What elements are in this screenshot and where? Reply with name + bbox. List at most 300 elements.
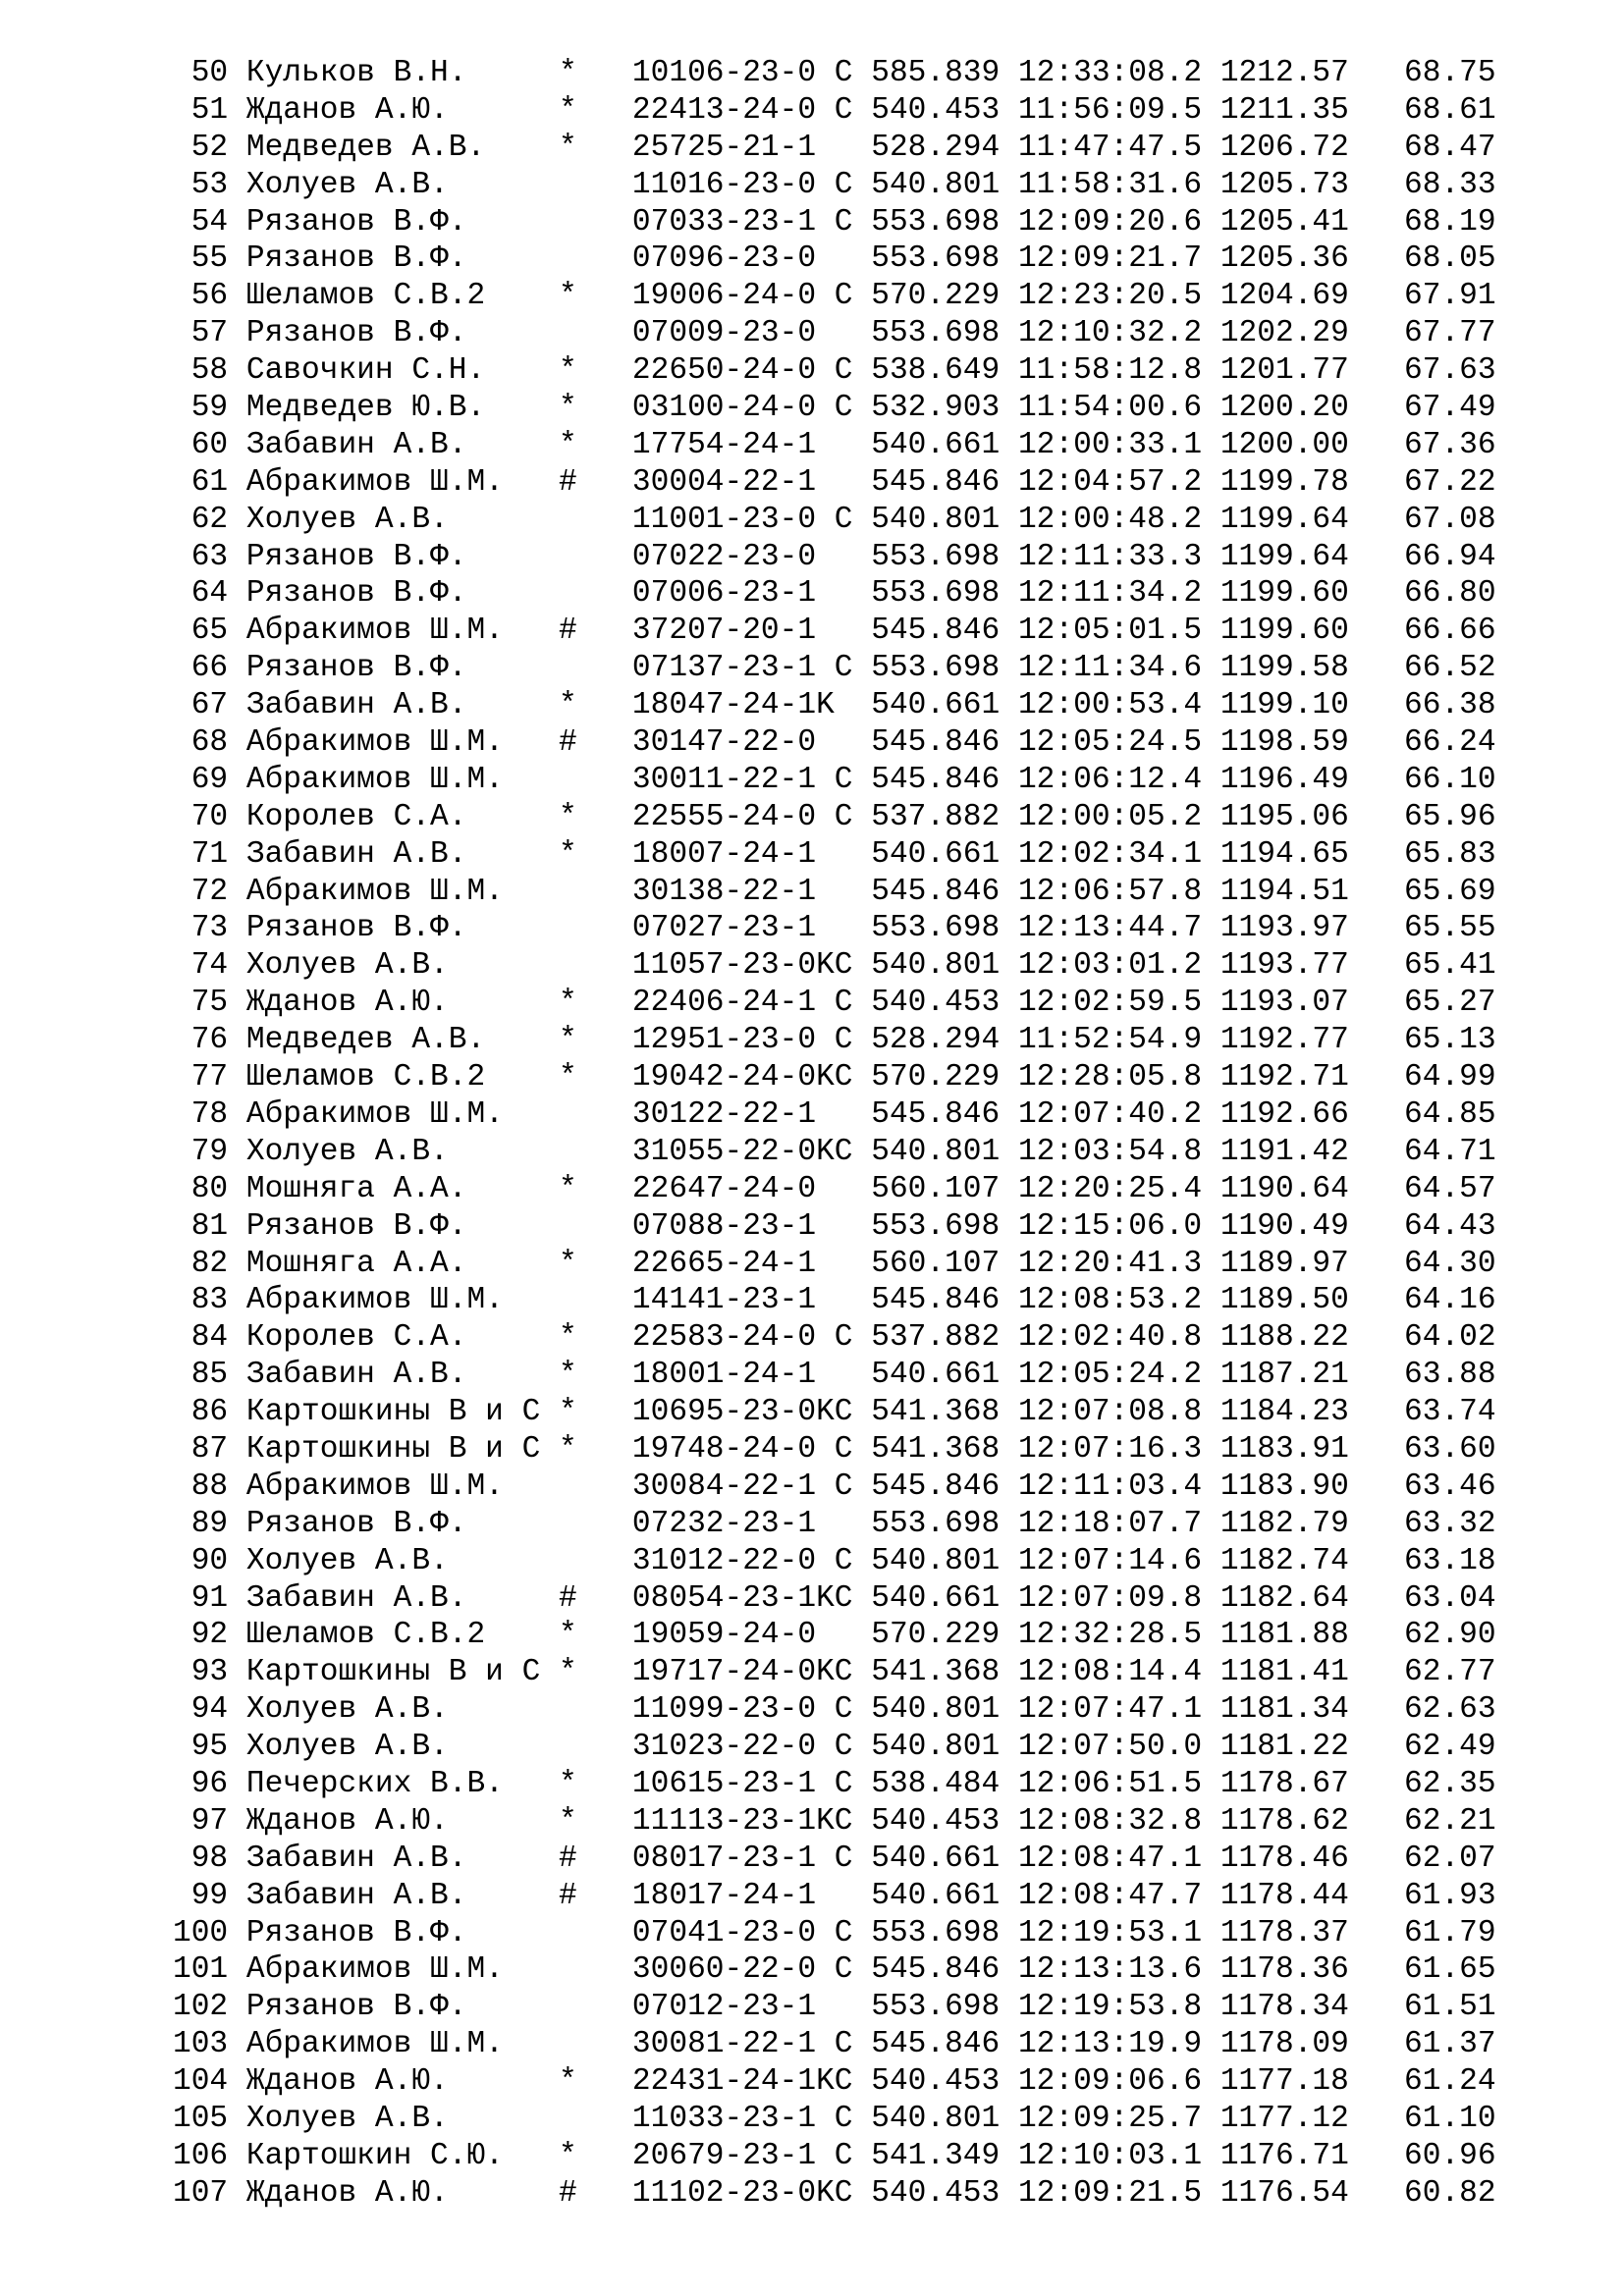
mark-cell: *: [559, 1766, 577, 1801]
ring-number-cell: 12951-23-0: [631, 1023, 817, 1058]
distance-cell: 553.698: [871, 1208, 1001, 1244]
table-row: [173, 1282, 1496, 1319]
owner-name-cell: Рязанов В.Ф.: [245, 204, 541, 240]
points-cell: 64.71: [1367, 1134, 1496, 1169]
owner-name-cell: Жданов А.Ю.: [245, 92, 541, 128]
place-cell: 64: [173, 576, 229, 612]
ring-number-cell: 22431-24-1: [631, 2064, 817, 2100]
table-row: [173, 204, 1496, 241]
table-row: [173, 1246, 1496, 1283]
points-cell: 66.52: [1367, 651, 1496, 686]
ring-number-cell: 30060-22-0: [631, 1952, 817, 1988]
points-cell: 64.57: [1367, 1171, 1496, 1206]
place-cell: 102: [173, 1990, 229, 2025]
table-row: [173, 2175, 1496, 2213]
flags-cell: [816, 576, 852, 611]
ring-number-cell: 11033-23-1: [631, 2101, 817, 2136]
speed-cell: 1199.64: [1219, 539, 1349, 574]
owner-name-cell: Шеламов С.В.2: [245, 279, 541, 314]
owner-name-cell: Рязанов В.Ф.: [245, 1506, 541, 1541]
distance-cell: 585.839: [871, 56, 1001, 90]
points-cell: 64.02: [1367, 1320, 1496, 1356]
table-row: [173, 2138, 1496, 2175]
ring-number-cell: 30004-22-1: [631, 464, 817, 500]
speed-cell: 1184.23: [1219, 1395, 1349, 1430]
distance-cell: 540.801: [871, 2101, 1001, 2136]
flags-cell: KC: [816, 1395, 853, 1430]
mark-cell: *: [559, 1358, 577, 1393]
table-row: [173, 1319, 1496, 1357]
ring-number-cell: 30084-22-1: [631, 1468, 817, 1504]
flags-cell: [816, 1618, 852, 1652]
speed-cell: 1177.18: [1219, 2064, 1349, 2100]
table-row: [173, 650, 1496, 687]
flags-cell: [816, 241, 852, 276]
distance-cell: 540.801: [871, 1692, 1001, 1728]
ring-number-cell: 07041-23-0: [631, 1915, 817, 1950]
owner-name-cell: Шеламов С.В.2: [245, 1060, 541, 1095]
place-cell: 107: [173, 2175, 229, 2211]
distance-cell: 528.294: [871, 1023, 1001, 1058]
distance-cell: 545.846: [871, 2027, 1001, 2062]
mark-cell: *: [559, 1023, 577, 1058]
speed-cell: 1183.91: [1219, 1431, 1349, 1467]
flags-cell: KC: [816, 2175, 853, 2211]
points-cell: 62.63: [1367, 1692, 1496, 1728]
owner-name-cell: Рязанов В.Ф.: [245, 241, 541, 277]
ring-number-cell: 11113-23-1: [631, 1803, 817, 1839]
points-cell: 65.41: [1367, 948, 1496, 984]
points-cell: 68.33: [1367, 167, 1496, 202]
arrival-time-cell: 12:19:53.1: [1017, 1915, 1203, 1950]
points-cell: 62.49: [1367, 1730, 1496, 1765]
arrival-time-cell: 12:08:53.2: [1017, 1283, 1203, 1318]
mark-cell: [559, 576, 577, 611]
arrival-time-cell: 12:07:47.1: [1017, 1692, 1203, 1728]
place-cell: 100: [173, 1915, 229, 1950]
flags-cell: C: [816, 1320, 853, 1356]
distance-cell: 540.453: [871, 92, 1001, 128]
ring-number-cell: 07022-23-0: [631, 539, 817, 574]
distance-cell: 540.661: [871, 1358, 1001, 1393]
table-row: [173, 575, 1496, 613]
owner-name-cell: Холуев А.В.: [245, 1134, 541, 1169]
distance-cell: 540.661: [871, 1580, 1001, 1616]
flags-cell: [816, 1172, 852, 1206]
distance-cell: 540.453: [871, 2175, 1001, 2211]
owner-name-cell: Холуев А.В.: [245, 502, 541, 537]
table-row: [173, 1059, 1496, 1096]
table-row: [173, 2026, 1496, 2063]
place-cell: 81: [173, 1208, 229, 1244]
distance-cell: 540.661: [871, 1841, 1001, 1876]
mark-cell: [559, 1135, 577, 1169]
distance-cell: 540.801: [871, 948, 1001, 984]
arrival-time-cell: 12:07:40.2: [1017, 1096, 1203, 1132]
table-row: [173, 910, 1496, 947]
points-cell: 63.60: [1367, 1431, 1496, 1467]
mark-cell: [559, 168, 577, 202]
flags-cell: C: [816, 204, 853, 240]
distance-cell: 560.107: [871, 1171, 1001, 1206]
points-cell: 64.43: [1367, 1208, 1496, 1244]
flags-cell: KC: [816, 1580, 853, 1616]
distance-cell: 528.294: [871, 130, 1001, 165]
distance-cell: 553.698: [871, 576, 1001, 612]
place-cell: 63: [173, 539, 229, 574]
arrival-time-cell: 12:04:57.2: [1017, 464, 1203, 500]
table-row: [173, 278, 1496, 315]
owner-name-cell: Мошняга А.А.: [245, 1246, 541, 1281]
flags-cell: [816, 837, 852, 872]
place-cell: 89: [173, 1506, 229, 1541]
arrival-time-cell: 12:20:41.3: [1017, 1246, 1203, 1281]
mark-cell: [559, 540, 577, 574]
flags-cell: C: [816, 1692, 853, 1728]
flags-cell: C: [816, 799, 853, 834]
mark-cell: [559, 948, 577, 983]
place-cell: 65: [173, 614, 229, 649]
owner-name-cell: Мошняга А.А.: [245, 1171, 541, 1206]
mark-cell: *: [559, 986, 577, 1021]
table-row: [173, 762, 1496, 799]
mark-cell: [559, 651, 577, 685]
speed-cell: 1181.41: [1219, 1655, 1349, 1690]
owner-name-cell: Холуев А.В.: [245, 1730, 541, 1765]
distance-cell: 545.846: [871, 1096, 1001, 1132]
owner-name-cell: Королев С.А.: [245, 1320, 541, 1356]
owner-name-cell: Холуев А.В.: [245, 1543, 541, 1578]
table-row: [173, 315, 1496, 352]
speed-cell: 1198.59: [1219, 725, 1349, 761]
arrival-time-cell: 12:07:16.3: [1017, 1431, 1203, 1467]
table-row: [173, 1096, 1496, 1134]
table-row: [173, 240, 1496, 278]
table-row: [173, 1766, 1496, 1803]
flags-cell: [816, 1507, 852, 1541]
distance-cell: 540.801: [871, 1543, 1001, 1578]
points-cell: 61.93: [1367, 1878, 1496, 1913]
speed-cell: 1205.36: [1219, 241, 1349, 277]
ring-number-cell: 07006-23-1: [631, 576, 817, 612]
arrival-time-cell: 12:02:40.8: [1017, 1320, 1203, 1356]
speed-cell: 1191.42: [1219, 1134, 1349, 1169]
place-cell: 52: [173, 130, 229, 165]
distance-cell: 540.453: [871, 2064, 1001, 2100]
owner-name-cell: Рязанов В.Ф.: [245, 911, 541, 946]
arrival-time-cell: 12:00:53.4: [1017, 688, 1203, 723]
distance-cell: 570.229: [871, 1618, 1001, 1653]
table-row: [173, 613, 1496, 650]
points-cell: 66.38: [1367, 688, 1496, 723]
ring-number-cell: 25725-21-1: [631, 130, 817, 165]
owner-name-cell: Рязанов В.Ф.: [245, 1915, 541, 1950]
place-cell: 72: [173, 874, 229, 909]
arrival-time-cell: 12:23:20.5: [1017, 279, 1203, 314]
table-row: [173, 502, 1496, 539]
flags-cell: [816, 1097, 852, 1132]
arrival-time-cell: 12:33:08.2: [1017, 56, 1203, 90]
points-cell: 68.61: [1367, 92, 1496, 128]
points-cell: 61.79: [1367, 1915, 1496, 1950]
speed-cell: 1182.64: [1219, 1580, 1349, 1616]
mark-cell: *: [559, 836, 577, 872]
arrival-time-cell: 12:13:13.6: [1017, 1952, 1203, 1988]
speed-cell: 1178.44: [1219, 1878, 1349, 1913]
flags-cell: [816, 725, 852, 760]
flags-cell: [816, 1209, 852, 1244]
distance-cell: 541.368: [871, 1431, 1001, 1467]
mark-cell: *: [559, 688, 577, 723]
arrival-time-cell: 12:09:25.7: [1017, 2101, 1203, 2136]
owner-name-cell: Картошкин С.Ю.: [245, 2138, 541, 2173]
place-cell: 83: [173, 1283, 229, 1318]
table-row: [173, 1134, 1496, 1171]
ring-number-cell: 07033-23-1: [631, 204, 817, 240]
arrival-time-cell: 12:05:24.5: [1017, 725, 1203, 761]
ring-number-cell: 03100-24-0: [631, 391, 817, 426]
mark-cell: #: [559, 1580, 577, 1616]
distance-cell: 540.661: [871, 836, 1001, 872]
points-cell: 62.77: [1367, 1655, 1496, 1690]
mark-cell: *: [559, 1320, 577, 1356]
ring-number-cell: 18001-24-1: [631, 1358, 817, 1393]
table-row: [173, 1431, 1496, 1468]
table-row: [173, 1803, 1496, 1841]
speed-cell: 1176.71: [1219, 2138, 1349, 2173]
distance-cell: 545.846: [871, 464, 1001, 500]
table-row: [173, 1357, 1496, 1394]
speed-cell: 1183.90: [1219, 1468, 1349, 1504]
table-row: [173, 130, 1496, 167]
speed-cell: 1199.60: [1219, 576, 1349, 612]
mark-cell: #: [559, 2175, 577, 2211]
table-row: [173, 1878, 1496, 1915]
distance-cell: 553.698: [871, 539, 1001, 574]
ring-number-cell: 10106-23-0: [631, 56, 817, 90]
ring-number-cell: 17754-24-1: [631, 427, 817, 462]
points-cell: 67.77: [1367, 316, 1496, 351]
owner-name-cell: Картошкины В и С: [245, 1655, 541, 1690]
flags-cell: C: [816, 56, 853, 90]
distance-cell: 545.846: [871, 762, 1001, 797]
arrival-time-cell: 11:58:12.8: [1017, 353, 1203, 389]
ring-number-cell: 22665-24-1: [631, 1246, 817, 1281]
arrival-time-cell: 12:08:47.7: [1017, 1878, 1203, 1913]
mark-cell: #: [559, 1878, 577, 1913]
ring-number-cell: 07096-23-0: [631, 241, 817, 277]
table-row: [173, 1171, 1496, 1208]
points-cell: 63.32: [1367, 1506, 1496, 1541]
points-cell: 63.18: [1367, 1543, 1496, 1578]
table-row: [173, 1022, 1496, 1059]
speed-cell: 1178.36: [1219, 1952, 1349, 1988]
place-cell: 96: [173, 1766, 229, 1801]
flags-cell: C: [816, 1431, 853, 1467]
mark-cell: [559, 2027, 577, 2061]
ring-number-cell: 10615-23-1: [631, 1766, 817, 1801]
distance-cell: 540.801: [871, 502, 1001, 537]
distance-cell: 545.846: [871, 874, 1001, 909]
speed-cell: 1181.34: [1219, 1692, 1349, 1728]
place-cell: 57: [173, 316, 229, 351]
place-cell: 99: [173, 1878, 229, 1913]
points-cell: 60.96: [1367, 2138, 1496, 2173]
distance-cell: 553.698: [871, 316, 1001, 351]
arrival-time-cell: 12:28:05.8: [1017, 1060, 1203, 1095]
arrival-time-cell: 12:20:25.4: [1017, 1171, 1203, 1206]
ring-number-cell: 19059-24-0: [631, 1618, 817, 1653]
mark-cell: *: [559, 1060, 577, 1095]
arrival-time-cell: 12:02:59.5: [1017, 986, 1203, 1021]
speed-cell: 1199.78: [1219, 464, 1349, 500]
points-cell: 63.04: [1367, 1580, 1496, 1616]
speed-cell: 1199.60: [1219, 614, 1349, 649]
table-row: [173, 1654, 1496, 1691]
mark-cell: [559, 205, 577, 240]
speed-cell: 1178.09: [1219, 2027, 1349, 2062]
place-cell: 80: [173, 1171, 229, 1206]
ring-number-cell: 22413-24-0: [631, 92, 817, 128]
mark-cell: [559, 1283, 577, 1317]
table-row: [173, 985, 1496, 1022]
place-cell: 53: [173, 167, 229, 202]
owner-name-cell: Медведев Ю.В.: [245, 391, 541, 426]
mark-cell: [559, 2102, 577, 2136]
flags-cell: [816, 465, 852, 500]
flags-cell: [816, 428, 852, 462]
ring-number-cell: 07027-23-1: [631, 911, 817, 946]
place-cell: 54: [173, 204, 229, 240]
ring-number-cell: 07012-23-1: [631, 1990, 817, 2025]
owner-name-cell: Абракимов Ш.М.: [245, 1952, 541, 1988]
speed-cell: 1193.97: [1219, 911, 1349, 946]
points-cell: 61.37: [1367, 2027, 1496, 2062]
points-cell: 64.99: [1367, 1060, 1496, 1095]
arrival-time-cell: 12:11:34.6: [1017, 651, 1203, 686]
distance-cell: 540.661: [871, 1878, 1001, 1913]
ring-number-cell: 22583-24-0: [631, 1320, 817, 1356]
speed-cell: 1200.00: [1219, 427, 1349, 462]
place-cell: 74: [173, 948, 229, 984]
mark-cell: [559, 1730, 577, 1764]
arrival-time-cell: 12:06:51.5: [1017, 1766, 1203, 1801]
flags-cell: K: [816, 688, 853, 723]
flags-cell: C: [816, 651, 853, 686]
owner-name-cell: Абракимов Ш.М.: [245, 1468, 541, 1504]
points-cell: 63.74: [1367, 1395, 1496, 1430]
owner-name-cell: Медведев А.В.: [245, 130, 541, 165]
table-row: [173, 1506, 1496, 1543]
ring-number-cell: 37207-20-1: [631, 614, 817, 649]
distance-cell: 553.698: [871, 1506, 1001, 1541]
distance-cell: 553.698: [871, 651, 1001, 686]
speed-cell: 1204.69: [1219, 279, 1349, 314]
speed-cell: 1182.79: [1219, 1506, 1349, 1541]
arrival-time-cell: 12:03:54.8: [1017, 1134, 1203, 1169]
place-cell: 93: [173, 1655, 229, 1690]
arrival-time-cell: 12:08:14.4: [1017, 1655, 1203, 1690]
mark-cell: #: [559, 725, 577, 761]
points-cell: 63.88: [1367, 1358, 1496, 1393]
owner-name-cell: Забавин А.В.: [245, 688, 541, 723]
place-cell: 101: [173, 1952, 229, 1988]
flags-cell: C: [816, 353, 853, 389]
arrival-time-cell: 12:08:32.8: [1017, 1803, 1203, 1839]
place-cell: 68: [173, 725, 229, 761]
distance-cell: 545.846: [871, 1283, 1001, 1318]
place-cell: 71: [173, 836, 229, 872]
arrival-time-cell: 12:18:07.7: [1017, 1506, 1203, 1541]
owner-name-cell: Жданов А.Ю.: [245, 986, 541, 1021]
ring-number-cell: 30147-22-0: [631, 725, 817, 761]
owner-name-cell: Рязанов В.Ф.: [245, 1208, 541, 1244]
flags-cell: [816, 1879, 852, 1913]
arrival-time-cell: 12:13:19.9: [1017, 2027, 1203, 2062]
place-cell: 87: [173, 1431, 229, 1467]
flags-cell: C: [816, 1915, 853, 1950]
points-cell: 62.90: [1367, 1618, 1496, 1653]
ring-number-cell: 07232-23-1: [631, 1506, 817, 1541]
table-row: [173, 1729, 1496, 1766]
arrival-time-cell: 12:19:53.8: [1017, 1990, 1203, 2025]
distance-cell: 545.846: [871, 725, 1001, 761]
mark-cell: *: [559, 1246, 577, 1281]
mark-cell: [559, 1209, 577, 1244]
place-cell: 62: [173, 502, 229, 537]
flags-cell: C: [816, 391, 853, 426]
mark-cell: [559, 1990, 577, 2024]
table-row: [173, 352, 1496, 390]
flags-cell: C: [816, 167, 853, 202]
points-cell: 64.30: [1367, 1246, 1496, 1281]
owner-name-cell: Королев С.А.: [245, 799, 541, 834]
speed-cell: 1178.67: [1219, 1766, 1349, 1801]
mark-cell: *: [559, 2138, 577, 2173]
flags-cell: KC: [816, 948, 853, 984]
speed-cell: 1193.07: [1219, 986, 1349, 1021]
place-cell: 61: [173, 464, 229, 500]
ring-number-cell: 08054-23-1: [631, 1580, 817, 1616]
table-row: [173, 92, 1496, 130]
mark-cell: [559, 1507, 577, 1541]
arrival-time-cell: 12:09:20.6: [1017, 204, 1203, 240]
mark-cell: *: [559, 279, 577, 314]
flags-cell: KC: [816, 2064, 853, 2100]
points-cell: 67.08: [1367, 502, 1496, 537]
mark-cell: *: [559, 130, 577, 165]
place-cell: 76: [173, 1023, 229, 1058]
arrival-time-cell: 12:00:48.2: [1017, 502, 1203, 537]
speed-cell: 1205.41: [1219, 204, 1349, 240]
points-cell: 65.27: [1367, 986, 1496, 1021]
speed-cell: 1178.37: [1219, 1915, 1349, 1950]
table-row: [173, 2101, 1496, 2138]
mark-cell: [559, 1952, 577, 1987]
speed-cell: 1190.64: [1219, 1171, 1349, 1206]
owner-name-cell: Рязанов В.Ф.: [245, 539, 541, 574]
mark-cell: [559, 503, 577, 537]
owner-name-cell: Шеламов С.В.2: [245, 1618, 541, 1653]
ring-number-cell: 07088-23-1: [631, 1208, 817, 1244]
owner-name-cell: Кульков В.Н.: [245, 56, 541, 90]
owner-name-cell: Рязанов В.Ф.: [245, 1990, 541, 2025]
ring-number-cell: 31023-22-0: [631, 1730, 817, 1765]
owner-name-cell: Холуев А.В.: [245, 167, 541, 202]
mark-cell: #: [559, 1841, 577, 1876]
place-cell: 104: [173, 2064, 229, 2100]
owner-name-cell: Забавин А.В.: [245, 836, 541, 872]
